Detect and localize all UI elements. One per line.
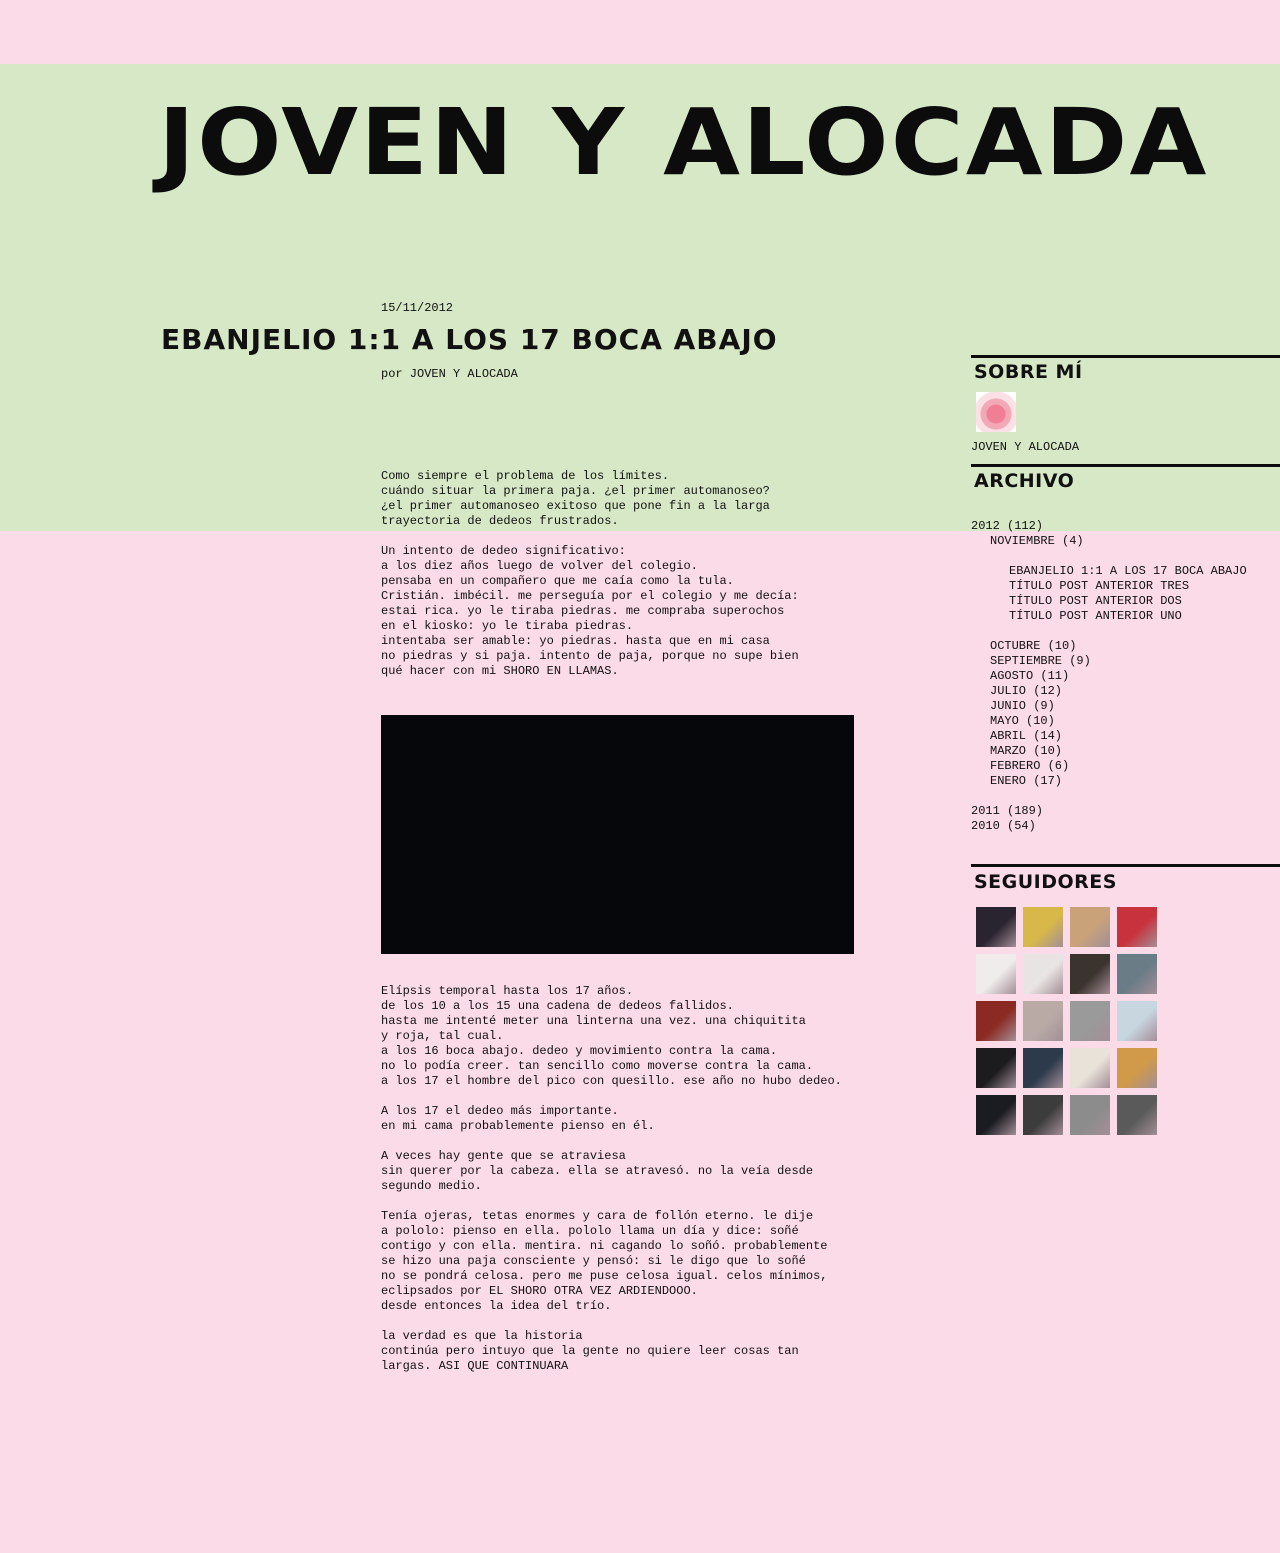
archive-month[interactable]: AGOSTO (11) <box>990 669 1070 683</box>
archive-post-link[interactable]: TÍTULO POST ANTERIOR DOS <box>1009 594 1182 608</box>
archive-month[interactable]: FEBRERO (6) <box>990 759 1070 773</box>
blog-title[interactable]: JOVEN Y ALOCADA <box>158 89 1209 196</box>
archive-list <box>971 519 1247 834</box>
archive-post-link[interactable]: TÍTULO POST ANTERIOR UNO <box>1009 609 1182 623</box>
archive-year[interactable]: 2011 (189) <box>971 804 1044 818</box>
profile-avatar[interactable] <box>976 392 1016 432</box>
follower-avatar[interactable] <box>1070 907 1110 947</box>
archive-month[interactable]: JULIO (12) <box>990 684 1063 698</box>
follower-avatar[interactable] <box>976 907 1016 947</box>
follower-avatar[interactable] <box>1070 954 1110 994</box>
archive-month[interactable]: MARZO (10) <box>990 744 1063 758</box>
archive-post-link[interactable]: TÍTULO POST ANTERIOR TRES <box>1009 579 1190 593</box>
archive-month[interactable]: MAYO (10) <box>990 714 1055 728</box>
follower-avatar[interactable] <box>976 1001 1016 1041</box>
archive-month[interactable]: OCTUBRE (10) <box>990 639 1077 653</box>
follower-avatar[interactable] <box>1023 1095 1063 1135</box>
archive-month[interactable]: JUNIO (9) <box>990 699 1055 713</box>
archive-month[interactable]: ABRIL (14) <box>990 729 1063 743</box>
follower-avatar[interactable] <box>1117 1048 1157 1088</box>
embedded-video[interactable] <box>381 715 854 954</box>
archive-post-link[interactable]: EBANJELIO 1:1 A LOS 17 BOCA ABAJO <box>1009 564 1247 578</box>
follower-avatar[interactable] <box>1023 907 1063 947</box>
follower-avatar[interactable] <box>1070 1095 1110 1135</box>
follower-avatar[interactable] <box>976 1048 1016 1088</box>
post-paragraph: Como siempre el problema de los límites. cuándo situar la primera paja. ¿el primer automanoseo? ¿el primer automanoseo exitoso que pone fin a la larga trayectoria de dedeos frustrados. <box>381 469 770 528</box>
post-paragraph: Elípsis temporal hasta los 17 años. de los 10 a los 15 una cadena de dedeos fallidos. hasta me intenté meter una linterna una vez. una chiquitita y roja, tal cual. a los 16 boca abajo. dedeo y movimiento contra la cama. no lo podía creer. tan sencillo como moverse contra la cama. a los 17 el hombre del pico con quesillo. ese año no hubo dedeo. <box>381 984 842 1088</box>
post-body-top <box>381 469 881 679</box>
about-heading: SOBRE MÍ <box>974 361 1083 383</box>
post-paragraph: A veces hay gente que se atraviesa sin querer por la cabeza. ella se atravesó. no la veía desde segundo medio. <box>381 1149 814 1193</box>
post-paragraph: A los 17 el dedeo más importante. en mi cama probablemente pienso en él. <box>381 1104 655 1133</box>
widget-divider <box>971 464 1280 467</box>
profile-name-link[interactable]: JOVEN Y ALOCADA <box>971 440 1080 454</box>
follower-avatar[interactable] <box>976 954 1016 994</box>
widget-divider <box>971 355 1280 358</box>
post-title[interactable]: EBANJELIO 1:1 A LOS 17 BOCA ABAJO <box>161 323 778 356</box>
archive-year-2012[interactable]: 2012 (112) <box>971 519 1044 533</box>
post-paragraph: la verdad es que la historia continúa pero intuyo que la gente no quiere leer cosas tan largas. ASI QUE CONTINUARA <box>381 1329 799 1373</box>
widget-divider <box>971 864 1280 867</box>
followers-grid <box>976 907 1157 1135</box>
follower-avatar[interactable] <box>1070 1001 1110 1041</box>
follower-avatar[interactable] <box>1117 1001 1157 1041</box>
follower-avatar[interactable] <box>1023 1001 1063 1041</box>
follower-avatar[interactable] <box>976 1095 1016 1135</box>
followers-heading: SEGUIDORES <box>974 871 1117 893</box>
post-body-bottom <box>381 984 881 1374</box>
post-author: por JOVEN Y ALOCADA <box>381 367 518 381</box>
follower-avatar[interactable] <box>1117 1095 1157 1135</box>
follower-avatar[interactable] <box>1070 1048 1110 1088</box>
post-paragraph: Tenía ojeras, tetas enormes y cara de follón eterno. le dije a pololo: pienso en ella. pololo llama un día y dice: soñé contigo y con ella. mentira. ni cagando lo soñó. probablemente se hizo una paja consciente y pensó: si le digo que lo soñé no se pondrá celosa. pero me puse celosa igual. celos mínimos, eclipsados por EL SHORO OTRA VEZ ARDIENDOOO. desde entonces la idea del trío. <box>381 1209 828 1313</box>
follower-avatar[interactable] <box>1117 907 1157 947</box>
archive-month[interactable]: SEPTIEMBRE (9) <box>990 654 1091 668</box>
follower-avatar[interactable] <box>1023 1048 1063 1088</box>
archive-heading: ARCHIVO <box>974 470 1075 492</box>
follower-avatar[interactable] <box>1117 954 1157 994</box>
archive-year[interactable]: 2010 (54) <box>971 819 1036 833</box>
follower-avatar[interactable] <box>1023 954 1063 994</box>
archive-month[interactable]: ENERO (17) <box>990 774 1063 788</box>
archive-month-noviembre[interactable]: NOVIEMBRE (4) <box>990 534 1084 548</box>
post-date: 15/11/2012 <box>381 301 454 315</box>
post-paragraph: Un intento de dedeo significativo: a los diez años luego de volver del colegio. pensaba en un compañero que me caía como la tula. Cristián. imbécil. me perseguía por el colegio y me decía: estai rica. yo le tiraba piedras. me compraba superochos en el kiosko: yo le tiraba piedras. intentaba ser amable: yo piedras. hasta que en mi casa no piedras y si paja. intento de paja, porque no supe bien qué hacer con mi SHORO EN LLAMAS. <box>381 544 799 678</box>
